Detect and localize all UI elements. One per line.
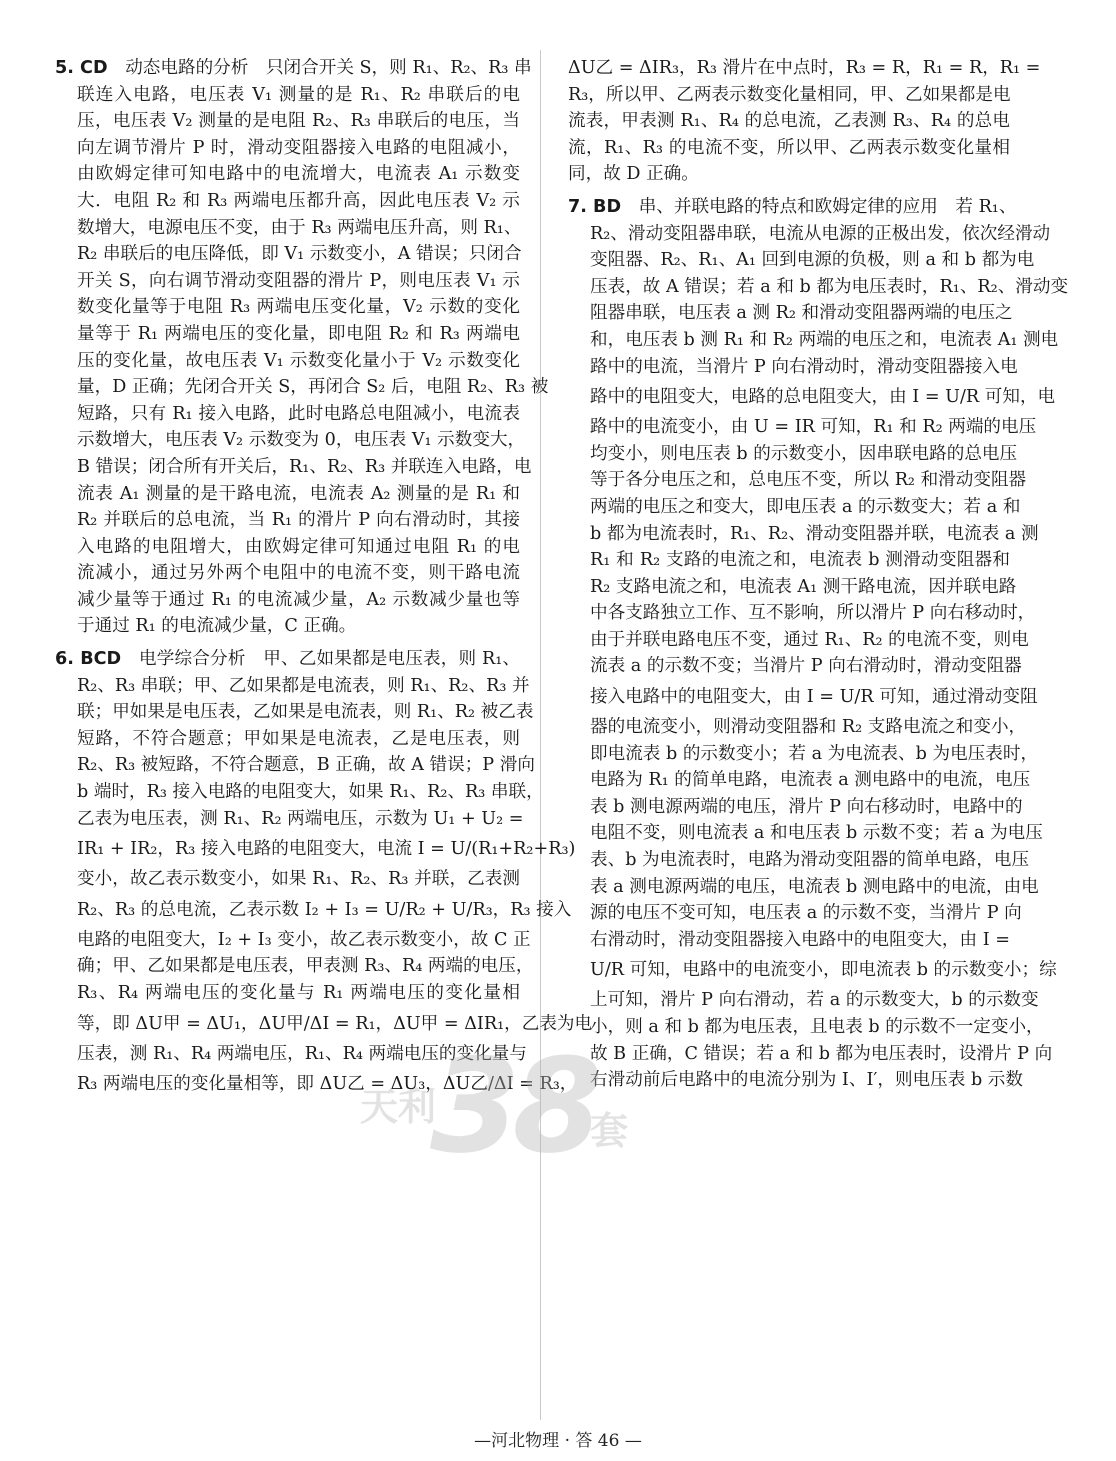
text-line: R₂、R₃ 被短路，不符合题意，B 正确，故 A 错误；P 滑向 bbox=[77, 755, 535, 776]
text-line: R₂ 并联后的总电流，当 R₁ 的滑片 P 向右滑动时，其接 bbox=[77, 510, 520, 531]
text-line: 变阻器、R₂、R₁、A₁ 回到电源的负极，则 a 和 b 都为电 bbox=[590, 250, 1035, 271]
text-line: IR₁ + IR₂，R₃ 接入电路的电阻变大，电流 I = U/(R₁+R₂+R₃) bbox=[77, 839, 576, 860]
text-line: 流减小，通过另外两个电阻中的电流不变，则干路电流 bbox=[77, 563, 520, 584]
text-line: 同，故 D 正确。 bbox=[568, 164, 699, 185]
text-line: 电阻不变，则电流表 a 和电压表 b 示数不变；若 a 为电压 bbox=[590, 823, 1043, 844]
text-line: 流表 a 的示数不变；当滑片 P 向右滑动时，滑动变阻器 bbox=[590, 656, 1022, 677]
answer-label: 6. BCD bbox=[55, 649, 122, 670]
text-line: 即电流表 b 的示数变小；若 a 为电流表、b 为电压表时， bbox=[590, 743, 1039, 764]
text-line: 小，则 a 和 b 都为电压表，且电表 b 的示数不一定变小， bbox=[590, 1017, 1044, 1037]
text-line: 动态电路的分析 只闭合开关 S，则 R₁、R₂、R₃ 串 bbox=[125, 58, 532, 78]
text-line: R₂、R₃ 串联；甲、乙如果都是电流表，则 R₁、R₂、R₃ 并 bbox=[77, 675, 530, 696]
text-line: R₂ 支路电流之和，电流表 A₁ 测干路电流，因并联电路 bbox=[590, 576, 1017, 597]
text-line: b 都为电流表时，R₁、R₂、滑动变阻器并联，电流表 a 测 bbox=[590, 523, 1039, 544]
text-line: R₃ 两端电压的变化量相等，即 ΔU乙 = ΔU₃，ΔU乙/ΔI = R₃， bbox=[77, 1074, 578, 1095]
text-line: 确；甲、乙如果都是电压表，甲表测 R₃、R₄ 两端的电压， bbox=[77, 956, 534, 977]
text-line: 电路的电阻变大，I₂ + I₃ 变小，故乙表示数变小，故 C 正 bbox=[77, 929, 531, 950]
watermark-right-text: 套 bbox=[590, 1109, 629, 1153]
text-line: ΔU乙 = ΔIR₃，R₃ 滑片在中点时，R₃ = R，R₁ = R，R₁ = bbox=[568, 58, 1041, 78]
column-divider bbox=[540, 50, 541, 1420]
text-line: 电路为 R₁ 的简单电路，电流表 a 测电路中的电流，电压 bbox=[590, 770, 1031, 791]
text-line: 量，D 正确；先闭合开关 S，再闭合 S₂ 后，电阻 R₂、R₃ 被 bbox=[77, 377, 549, 398]
text-line: 示数增大，电压表 V₂ 示数变为 0，电压表 V₁ 示数变大， bbox=[77, 430, 526, 451]
text-line: 流表，甲表测 R₁、R₄ 的总电流，乙表测 R₃、R₄ 的总电 bbox=[568, 111, 1010, 132]
text-line: B 错误；闭合所有开关后，R₁、R₂、R₃ 并联连入电路，电 bbox=[77, 456, 532, 477]
text-line: 于通过 R₁ 的电流减少量，C 正确。 bbox=[77, 616, 357, 637]
answer-item-6 bbox=[55, 646, 593, 1101]
text-line: 流，R₁、R₃ 的电流不变，所以甲、乙两表示数变化量相 bbox=[568, 137, 1010, 158]
text-line: 路中的电阻变大，电路的总电阻变大，由 I = U/R 可知，电 bbox=[590, 387, 1056, 408]
answer-item-7 bbox=[568, 194, 1069, 1094]
text-line: 路中的电流变小，由 U = IR 可知，R₁ 和 R₂ 两端的电压 bbox=[590, 417, 1037, 438]
text-line: R₃、R₄ 两端电压的变化量与 R₁ 两端电压的变化量相 bbox=[77, 983, 520, 1003]
text-line: 右滑动前后电路中的电流分别为 I、I′，则电压表 b 示数 bbox=[590, 1070, 1023, 1091]
text-line: 变小，故乙表示数变小，如果 R₁、R₂、R₃ 并联，乙表测 bbox=[77, 869, 520, 890]
text-line: 压表，故 A 错误；若 a 和 b 都为电压表时，R₁、R₂、滑动变 bbox=[590, 276, 1069, 297]
text-line: 等于各分电压之和，总电压不变，所以 R₂ 和滑动变阻器 bbox=[590, 470, 1027, 491]
text-line: 联连入电路，电压表 V₁ 测量的是 R₁、R₂ 串联后的电 bbox=[77, 84, 520, 105]
answer-label: 7. BD bbox=[568, 196, 622, 217]
text-line: 减少量等于通过 R₁ 的电流减少量，A₂ 示数减少量也等 bbox=[77, 589, 520, 610]
text-line: 压表，测 R₁、R₄ 两端电压，R₁、R₄ 两端电压的变化量与 bbox=[77, 1043, 527, 1064]
text-line: 和，电压表 b 测 R₁ 和 R₂ 两端的电压之和，电流表 A₁ 测电 bbox=[590, 329, 1059, 350]
text-line: 大．电阻 R₂ 和 R₃ 两端电压都升高，因此电压表 V₂ 示 bbox=[77, 190, 520, 211]
text-line: 乙表为电压表，测 R₁、R₂ 两端电压，示数为 U₁ + U₂ = bbox=[77, 808, 524, 829]
text-line: 阻器串联，电压表 a 测 R₂ 和滑动变阻器两端的电压之 bbox=[590, 303, 1013, 324]
text-line: 压，电压表 V₂ 测量的是电阻 R₂、R₃ 串联后的电压，当 bbox=[77, 111, 520, 132]
text-line: 两端的电压之和变大，即电压表 a 的示数变大；若 a 和 bbox=[590, 496, 1021, 517]
text-line: 联；甲如果是电压表，乙如果是电流表，则 R₁、R₂ 被乙表 bbox=[77, 702, 534, 723]
answer-item-5 bbox=[55, 55, 549, 640]
text-line: 由于并联电路电压不变，通过 R₁、R₂ 的电流不变，则电 bbox=[590, 629, 1029, 650]
text-line: R₂、滑动变阻器串联，电流从电源的正极出发，依次经滑动 bbox=[590, 223, 1051, 244]
right-column bbox=[568, 55, 1069, 1100]
text-line: R₁ 和 R₂ 支路的电流之和，电流表 b 测滑动变阻器和 bbox=[590, 550, 1010, 571]
text-line: 量等于 R₁ 两端电压的变化量，即电阻 R₂ 和 R₃ 两端电 bbox=[77, 323, 520, 344]
text-line: R₂、R₃ 的总电流，乙表示数 I₂ + I₃ = U/R₂ + U/R₃，R₃ 接入 bbox=[77, 899, 572, 920]
text-line: 开关 S，向右调节滑动变阻器的滑片 P，则电压表 V₁ 示 bbox=[77, 270, 520, 291]
text-line: 由欧姆定律可知电路中的电流增大，电流表 A₁ 示数变 bbox=[77, 164, 520, 185]
watermark-number: 38 bbox=[430, 1030, 595, 1182]
text-line: 中各支路独立工作、互不影响，所以滑片 P 向右移动时， bbox=[590, 603, 1036, 624]
text-line: R₂ 串联后的电压降低，即 V₁ 示数变小，A 错误；只闭合 bbox=[77, 244, 522, 265]
text-line: 入电路的电阻增大，由欧姆定律可知通过电阻 R₁ 的电 bbox=[77, 536, 520, 557]
text-line: R₃，所以甲、乙两表示数变化量相同，甲、乙如果都是电 bbox=[568, 84, 1011, 105]
text-line: 表 a 测电源两端的电压，电流表 b 测电路中的电流，由电 bbox=[590, 876, 1039, 897]
text-line: 压的变化量，故电压表 V₁ 示数变化量小于 V₂ 示数变化 bbox=[77, 350, 520, 371]
text-line: 流表 A₁ 测量的是干路电流，电流表 A₂ 测量的是 R₁ 和 bbox=[77, 483, 520, 504]
text-line: 接入电路中的电阻变大，由 I = U/R 可知，通过滑动变阻 bbox=[590, 687, 1038, 708]
text-line: 表、b 为电流表时，电路为滑动变阻器的简单电路，电压 bbox=[590, 850, 1030, 871]
text-line: 故 B 正确，C 错误；若 a 和 b 都为电压表时，设滑片 P 向 bbox=[590, 1043, 1053, 1064]
text-line: 短路，只有 R₁ 接入电路，此时电路总电阻减小，电流表 bbox=[77, 403, 520, 424]
text-line: 上可知，滑片 P 向右滑动，若 a 的示数变大，b 的示数变 bbox=[590, 990, 1039, 1011]
text-line: 短路，不符合题意；甲如果是电流表，乙是电压表，则 bbox=[77, 728, 520, 749]
text-line: 串、并联电路的特点和欧姆定律的应用 若 R₁、 bbox=[638, 196, 1017, 217]
text-line: 等，即 ΔU甲 = ΔU₁，ΔU甲/ΔI = R₁，ΔU甲 = ΔIR₁，乙表为电 bbox=[77, 1013, 593, 1034]
text-line: 数变化量等于电阻 R₃ 两端电压变化量，V₂ 示数的变化 bbox=[77, 297, 520, 318]
text-line: 器的电流变小，则滑动变阻器和 R₂ 支路电流之和变小， bbox=[590, 717, 1027, 738]
answer-label: 5. CD bbox=[55, 58, 108, 78]
text-line: 数增大，电源电压不变，由于 R₃ 两端电压升高，则 R₁、 bbox=[77, 217, 522, 238]
answer-item-6-continued bbox=[568, 55, 1041, 188]
text-line: b 端时，R₃ 接入电路的电阻变大，如果 R₁、R₂、R₃ 串联， bbox=[77, 782, 544, 803]
watermark-left-text: 天利 bbox=[360, 1085, 437, 1129]
text-line: 源的电压不变可知，电压表 a 的示数不变，当滑片 P 向 bbox=[590, 903, 1022, 924]
text-line: 电学综合分析 甲、乙如果都是电压表，则 R₁、 bbox=[139, 649, 520, 670]
text-line: 向左调节滑片 P 时，滑动变阻器接入电路的电阻减小， bbox=[77, 137, 520, 158]
text-line: 均变小，则电压表 b 的示数变小，因串联电路的总电压 bbox=[590, 443, 1018, 464]
text-line: 路中的电流，当滑片 P 向右滑动时，滑动变阻器接入电 bbox=[590, 356, 1018, 377]
text-line: 表 b 测电源两端的电压，滑片 P 向右移动时，电路中的 bbox=[590, 796, 1023, 817]
text-line: 右滑动时，滑动变阻器接入电路中的电阻变大，由 I = bbox=[590, 929, 1010, 950]
page-footer: —河北物理 · 答 46 — bbox=[474, 1431, 642, 1451]
text-line: U/R 可知，电路中的电流变小，即电流表 b 的示数变小；综 bbox=[590, 960, 1057, 981]
